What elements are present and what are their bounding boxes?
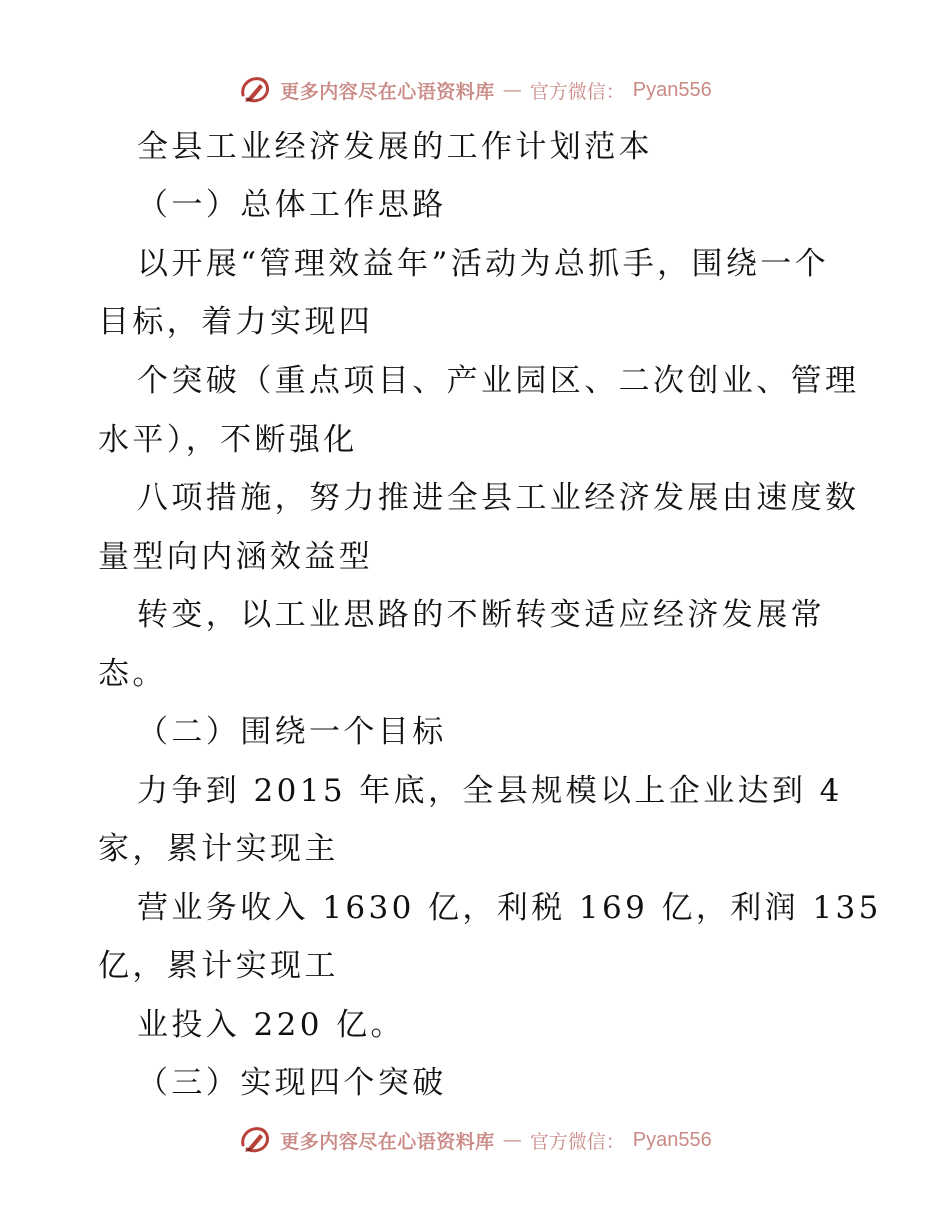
watermark-separator: — <box>502 79 522 101</box>
watermark-separator: — <box>502 1129 522 1151</box>
paragraph-line: 八项措施，努力推进全县工业经济发展由速度数 <box>137 480 860 516</box>
watermark-wechat-id: Pyan556 <box>632 78 712 101</box>
paragraph-line: 水平），不断强化 <box>98 422 358 458</box>
paragraph-line: 个突破（重点项目、产业园区、二次创业、管理 <box>137 363 860 399</box>
section-heading-3: （三）实现四个突破 <box>137 1065 447 1101</box>
watermark-wechat-label: 官方微信： <box>529 80 625 103</box>
footer-watermark <box>0 1120 950 1160</box>
paragraph-line: 亿，累计实现工 <box>98 948 339 984</box>
watermark-wechat-id: Pyan556 <box>632 1128 712 1151</box>
section-heading-1: （一）总体工作思路 <box>137 187 447 223</box>
paragraph-line: 以开展“管理效益年”活动为总抓手，围绕一个 <box>137 246 830 282</box>
watermark-brand-text: 更多内容尽在心语资料库 <box>280 80 495 103</box>
document-title: 全县工业经济发展的工作计划范本 <box>137 129 653 165</box>
paragraph-line: 业投入 220 亿。 <box>137 1007 405 1043</box>
paragraph-line: 转变，以工业思路的不断转变适应经济发展常 <box>137 597 825 633</box>
pen-swirl-logo-icon <box>238 1123 272 1157</box>
paragraph-line: 目标，着力实现四 <box>98 304 374 340</box>
paragraph-line: 量型向内涵效益型 <box>98 539 374 575</box>
watermark-wechat-label: 官方微信： <box>529 1130 625 1153</box>
section-heading-2: （二）围绕一个目标 <box>137 714 447 750</box>
paragraph-line: 家，累计实现主 <box>98 831 339 867</box>
paragraph-line: 营业务收入 1630 亿，利税 169 亿，利润 135 <box>137 890 882 926</box>
paragraph-line: 力争到 2015 年底，全县规模以上企业达到 4 <box>137 773 843 809</box>
paragraph-line: 态。 <box>98 656 167 692</box>
watermark-brand-text: 更多内容尽在心语资料库 <box>280 1130 495 1153</box>
